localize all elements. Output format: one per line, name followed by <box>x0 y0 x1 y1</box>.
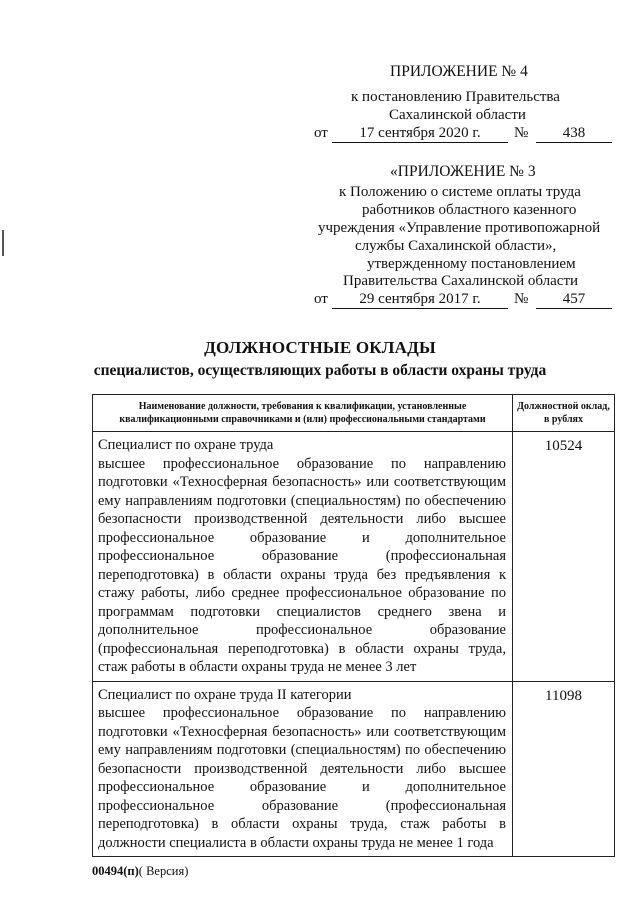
appendix-3-line-5: утвержденному постановлением <box>367 256 576 272</box>
appendix-4-number-label: № <box>514 125 529 141</box>
document-title: ДОЛЖНОСТНЫЕ ОКЛАДЫ <box>204 338 436 357</box>
row-2-salary: 11098 <box>513 681 615 857</box>
footer-code: 00494(п) <box>92 864 139 878</box>
appendix-3-number: 457 <box>536 290 612 309</box>
table-header-row <box>93 395 615 432</box>
footer-version: ( Версия) <box>138 864 189 878</box>
appendix-4-line-1: к постановлению Правительства <box>351 89 560 105</box>
row-1-description: Специалист по охране труда высшее профессиональное образование по направлению подготовки «Техносферная безопасность» или соответствующим ему направлениям подготовки (специальностям) по обеспечению безопасности производственной деятельности либо высшее профессиональное образование и дополнительное профессиональное образование (профессиональная переподготовка) в области охраны труда без предъявления к стажу работы, либо среднее профессиональное образование по программам подготовки специалистов среднего звена и дополнительное профессиональное образование (профессиональная переподготовка) в области охраны труда, стаж работы в области охраны труда не менее 3 лет <box>93 432 513 682</box>
appendix-4-title: ПРИЛОЖЕНИЕ № 4 <box>390 63 528 80</box>
header-salary: Должностной оклад, в рублях <box>513 395 615 432</box>
appendix-3-number-label: № <box>514 291 529 307</box>
appendix-3-title: «ПРИЛОЖЕНИЕ № 3 <box>390 163 536 180</box>
appendix-3-line-1: к Положению о системе оплаты труда <box>339 184 581 200</box>
appendix-3-line-6: Правительства Сахалинской области <box>343 273 579 289</box>
row-2-description: Специалист по охране труда II категории высшее профессиональное образование по направлению подготовки «Техносферная безопасность» или соответствующим ему направлениям подготовки (специальностям) по обеспечению безопасности производственной деятельности либо высшее профессиональное образование и дополнительное профессиональное образование (профессиональная переподготовка) в области охраны труда, стаж работы в должности специалиста в области охраны труда не менее 1 года <box>93 681 513 857</box>
salary-table <box>92 394 615 857</box>
appendix-3-line-2: работников областного казенного <box>362 202 577 218</box>
appendix-4-date: 17 сентября 2020 г. <box>332 124 508 143</box>
appendix-4-from-label: от <box>314 125 328 141</box>
document-footer <box>92 864 188 879</box>
document-subtitle: специалистов, осуществляющих работы в области охраны труда <box>93 362 547 379</box>
appendix-3-date: 29 сентября 2017 г. <box>332 290 508 309</box>
appendix-4-line-2: Сахалинской области <box>389 107 526 123</box>
appendix-3-line-3: учреждения «Управление противопожарной <box>318 220 601 236</box>
appendix-3-from-label: от <box>314 291 328 307</box>
table-row <box>93 432 615 682</box>
appendix-3-line-4: службы Сахалинской области», <box>355 238 557 254</box>
appendix-4-number: 438 <box>536 124 612 143</box>
table-row <box>93 681 615 857</box>
row-1-salary: 10524 <box>513 432 615 682</box>
scan-edge-mark <box>2 230 4 256</box>
header-position-requirements: Наименование должности, требования к квалификации, установленные квалификационными справочниками и (или) профессиональными стандартами <box>93 395 513 432</box>
